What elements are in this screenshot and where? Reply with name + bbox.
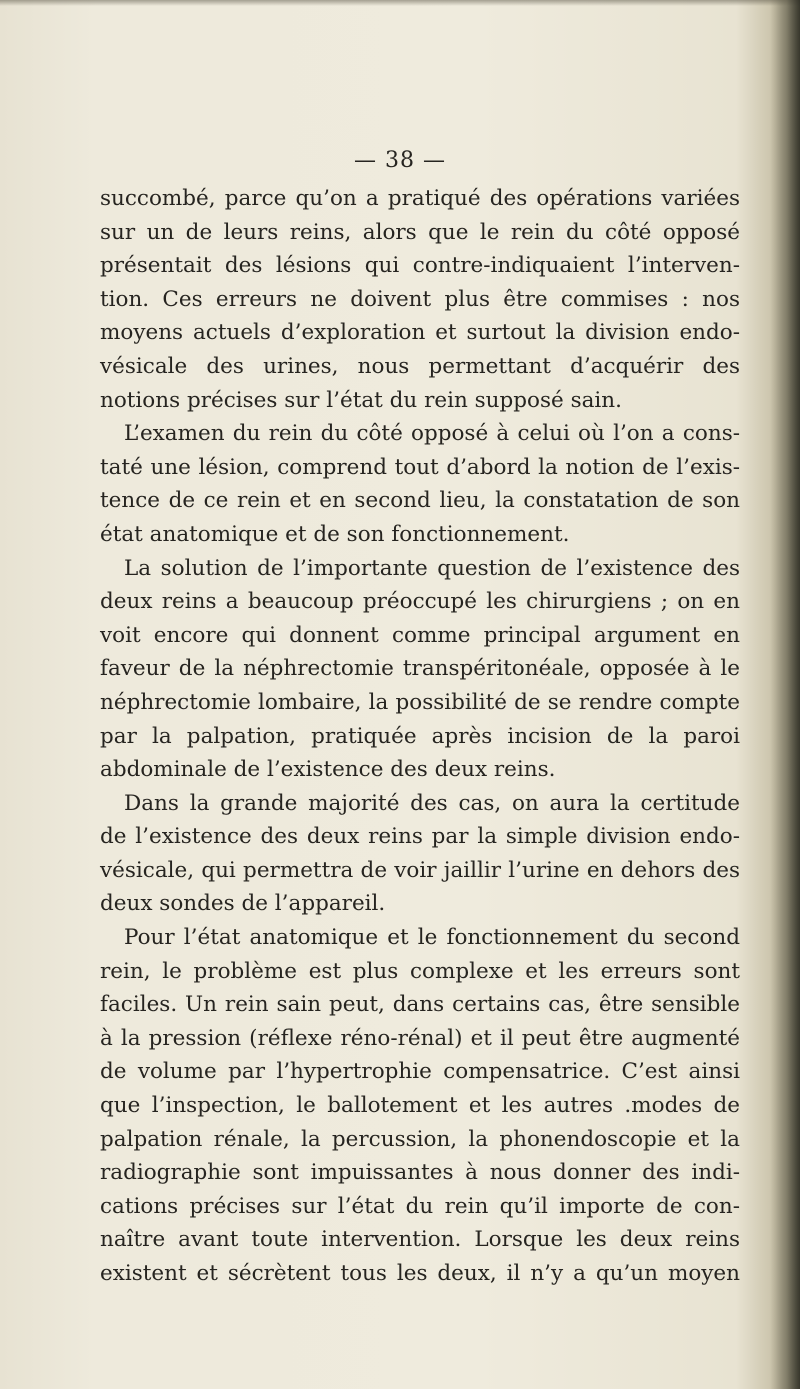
text-line: état anatomique et de son fonctionnement. <box>100 521 570 547</box>
text-line: faveur de la néphrectomie transpéritonéale, opposée à le <box>100 656 740 682</box>
body-text <box>100 182 740 1291</box>
text-line: deux reins a beaucoup préoccupé les chirurgiens ; on en <box>100 589 740 615</box>
text-line: abdominale de l’existence des deux reins. <box>100 757 556 783</box>
text-line: vésicale des urines, nous permettant d’acquérir des <box>100 353 740 379</box>
text-line: que l’inspection, le ballotement et les autres .modes de <box>100 1093 740 1119</box>
text-line: vésicale, qui permettra de voir jaillir l’urine en dehors des <box>100 857 740 883</box>
text-line: de volume par l’hypertrophie compensatrice. C’est ainsi <box>100 1059 740 1085</box>
text-line: taté une lésion, comprend tout d’abord la notion de l’exis- <box>100 454 740 480</box>
text-line: naître avant toute intervention. Lorsque les deux reins <box>100 1227 740 1253</box>
text-line: radiographie sont impuissantes à nous donner des indi- <box>100 1160 740 1186</box>
text-line: cations précises sur l’état du rein qu’il importe de con- <box>100 1193 740 1219</box>
text-line: L’examen du rein du côté opposé à celui où l’on a cons- <box>124 421 740 447</box>
text-line: deux sondes de l’appareil. <box>100 891 386 917</box>
text-line: succombé, parce qu’on a pratiqué des opérations variées <box>100 186 740 211</box>
text-line: sur un de leurs reins, alors que le rein du côté opposé <box>100 219 740 245</box>
text-line: tion. Ces erreurs ne doivent plus être commises : nos <box>100 286 740 312</box>
text-line: présentait des lésions qui contre-indiquaient l’interven- <box>100 253 740 279</box>
text-line: de l’existence des deux reins par la simple division endo- <box>100 824 740 850</box>
text-line: tence de ce rein et en second lieu, la constatation de son <box>100 488 740 514</box>
text-line: Dans la grande majorité des cas, on aura la certitude <box>124 790 740 816</box>
text-line: moyens actuels d’exploration et surtout la division endo- <box>100 320 740 346</box>
text-line: néphrectomie lombaire, la possibilité de se rendre compte <box>100 689 740 715</box>
text-line: rein, le problème est plus complexe et les erreurs sont <box>100 958 740 984</box>
text-line: notions précises sur l’état du rein supposé sain. <box>100 387 622 413</box>
page-binding-shadow <box>770 0 800 1389</box>
text-line: à la pression (réflexe réno-rénal) et il peut être augmenté <box>100 1025 740 1051</box>
text-line: palpation rénale, la percussion, la phonendoscopie et la <box>100 1126 740 1152</box>
text-line: Pour l’état anatomique et le fonctionnement du second <box>124 925 740 951</box>
page-number: — 38 — <box>354 148 446 173</box>
page-top-shadow <box>0 0 800 6</box>
text-line: existent et sécrètent tous les deux, il n’y a qu’un moyen <box>100 1261 740 1286</box>
text-line: voit encore qui donnent comme principal argument en <box>100 622 740 648</box>
text-line: faciles. Un rein sain peut, dans certains cas, être sensible <box>100 992 740 1018</box>
text-line: par la palpation, pratiquée après incision de la paroi <box>100 723 740 749</box>
text-line: La solution de l’importante question de l’existence des <box>124 555 740 581</box>
